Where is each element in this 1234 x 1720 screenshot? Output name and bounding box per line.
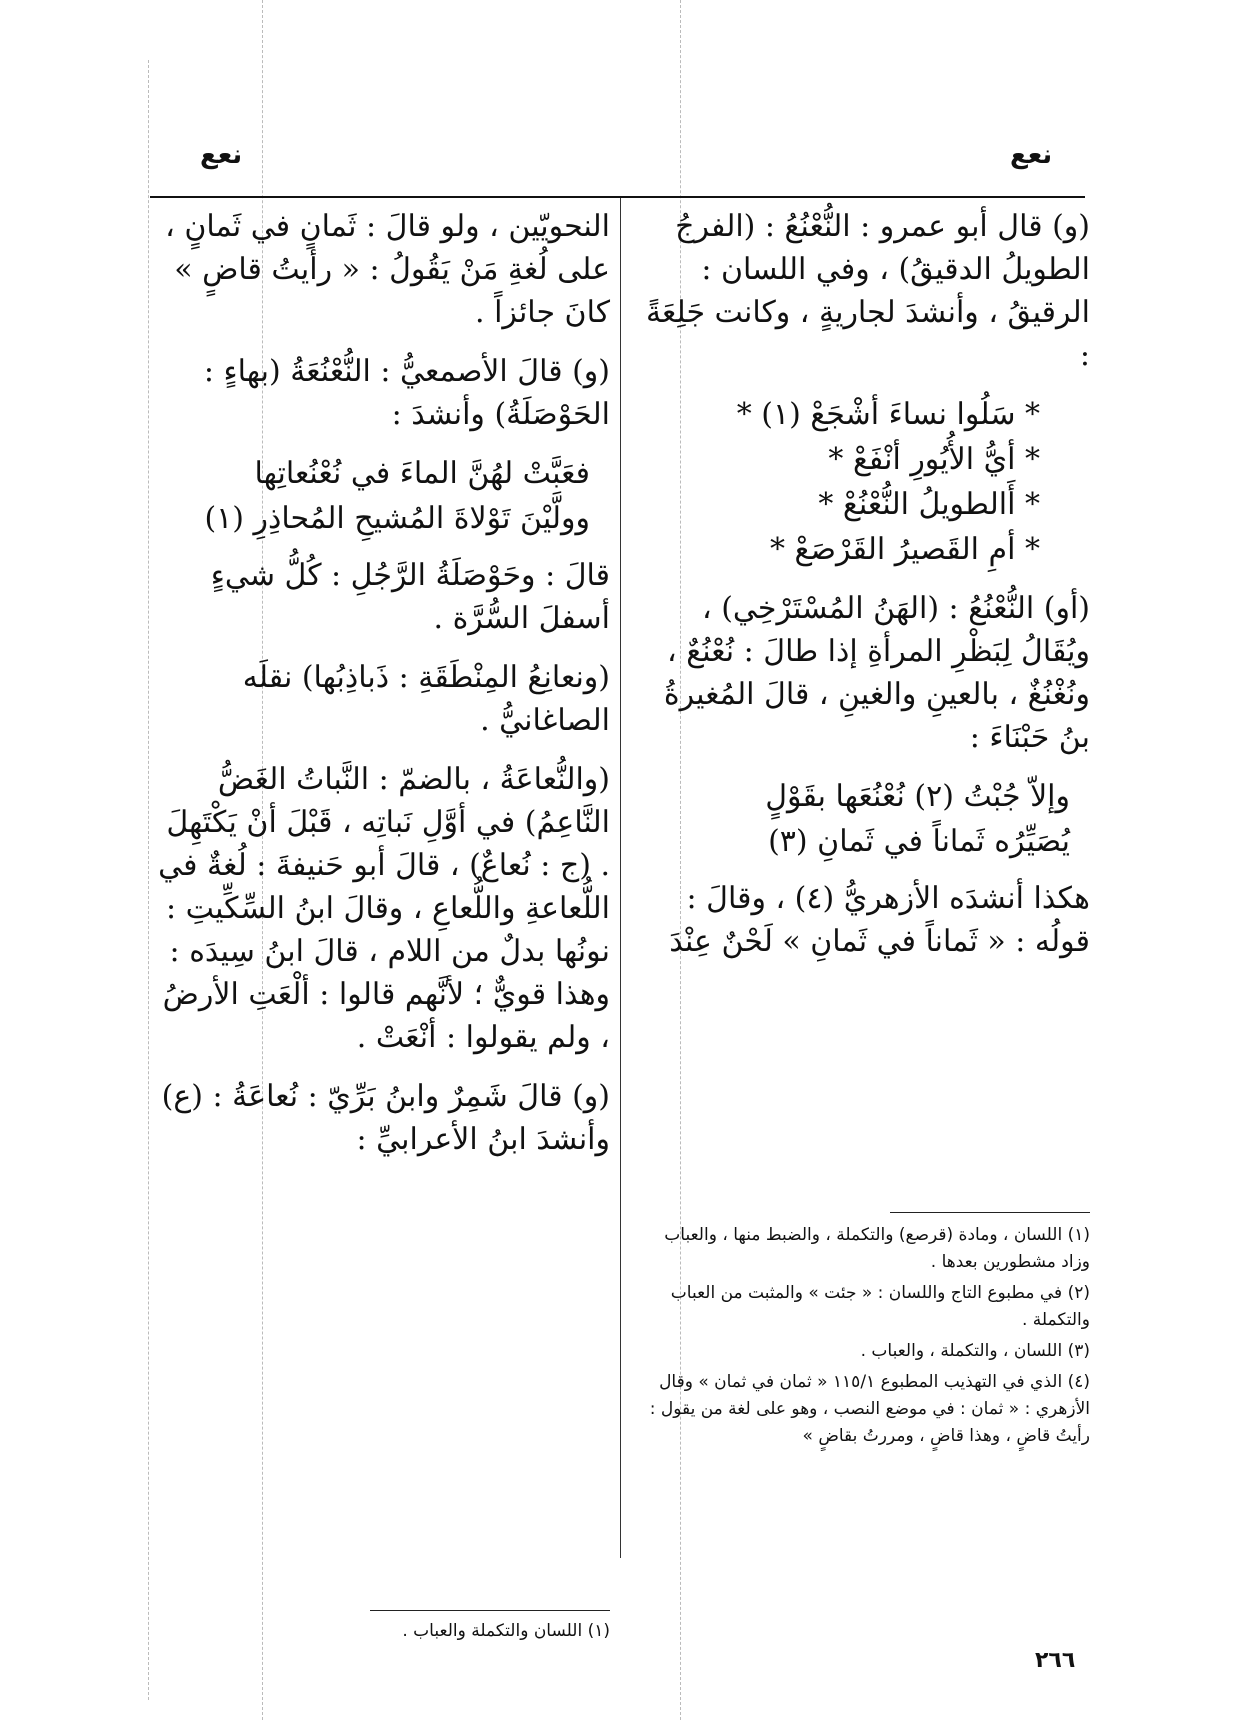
footnote: (٢) في مطبوع التاج واللسان : « جئت » والمثبت من العباب والتكملة . — [670, 1283, 1090, 1330]
entry-paragraph: (و) قالَ شَمِرٌ وابنُ بَرِّيّ : نُعاعَةُ : (ع) وأنشدَ ابنُ الأعرابيِّ : — [161, 1079, 610, 1157]
left-column — [150, 205, 610, 1177]
verse-block — [640, 393, 1090, 571]
footnote: (٣) اللسان ، والتكملة ، والعباب . — [860, 1341, 1090, 1361]
entry-paragraph: قالَ : وحَوْصَلَةُ الرَّجُلِ : كُلُّ شيءٍ أسفلَ السُّرَّة . — [210, 558, 610, 636]
footnotes-right — [640, 1222, 1090, 1454]
poem-couplet — [640, 775, 1090, 863]
poem-hemistich: وإلاّ جُبْتُ (٢) نُعْنُعَها بقَوْلٍ — [765, 779, 1070, 814]
verse-line: * سَلُوا نساءَ أشْجَعْ (١) * — [736, 397, 1040, 432]
poem-couplet — [150, 452, 610, 540]
verse-line: * أَالطويلُ النُّعْنُعْ * — [818, 487, 1040, 522]
verse-line: * أيُّ الأُيُورِ أنْفَعْ * — [828, 442, 1040, 477]
entry-paragraph: النحويّين ، ولو قالَ : ثَمانٍ في ثَمانٍ ، على لُغةِ مَنْ يَقُولُ : « رأيتُ قاضٍ » كانَ جائزاً . — [165, 209, 610, 330]
footnote: (١) اللسان ، ومادة (قرصع) والتكملة ، والضبط منها ، والعباب وزاد مشطورين بعدها . — [664, 1225, 1090, 1272]
footnote-rule — [370, 1610, 610, 1611]
running-header-right: نعع — [1010, 140, 1053, 170]
poem-hemistich: وولَّيْنَ تَوْلاةَ المُشيحِ المُحاذِرِ (١) — [204, 501, 590, 536]
column-divider — [620, 198, 621, 1558]
footnote: (٤) الذي في التهذيب المطبوع ١١٥/١ « ثمان في ثمان » وقال الأزهري : « ثمان : في موضع النصب ، وهو على لغة من يقول : رأيتُ قاضٍ ، وهذا قاضٍ ، ومررتُ بقاضٍ » — [649, 1372, 1090, 1446]
scan-fold-line — [148, 60, 149, 1700]
entry-paragraph: (أو) النُّعْنُعُ : (الهَنُ المُسْتَرْخِي) ، ويُقَالُ لِبَظْرِ المرأةِ إذا طالَ : نُعْنُعٌ ، ونُغْنُغٌ ، بالعينِ والغينِ ، قالَ المُغيرةُ بنُ حَبْنَاءَ : — [663, 591, 1090, 755]
entry-paragraph: (ونعانِعُ المِنْطَقَةِ : ذَباذِبُها) نقلَه الصاغانيُّ . — [242, 660, 610, 738]
footnote: (١) اللسان والتكملة والعباب . — [402, 1621, 610, 1641]
entry-paragraph: هكذا أنشدَه الأزهريُّ (٤) ، وقالَ : قولُه : « ثَماناً في ثَمانِ » لَحْنٌ عِنْدَ — [669, 881, 1090, 959]
poem-hemistich: يُصَيِّرُه ثَماناً في ثَمانِ (٣) — [768, 824, 1070, 859]
poem-hemistich: فعَبَّتْ لهُنَّ الماءَ في نُعْنُعاتِها — [254, 456, 590, 491]
page-number: ٢٦٦ — [1035, 1648, 1076, 1673]
entry-paragraph: (و) قال أبو عمرو : النُّعْنُعُ : (الفرجُ الطويلُ الدقيقُ) ، وفي اللسان : الرقيقُ ، وأنشدَ لجاريةٍ ، وكانت جَلِعَةً : — [645, 209, 1090, 373]
entry-paragraph: (و) قالَ الأصمعيُّ : النُّعْنُعَةُ (بهاءٍ : الحَوْصَلَةُ) وأنشدَ : — [203, 354, 610, 432]
header-rule — [150, 196, 1085, 198]
verse-line: * أمِ القَصيرُ القَرْصَعْ * — [770, 532, 1040, 567]
running-header-left: نعع — [200, 140, 243, 170]
footnotes-left — [370, 1618, 610, 1649]
footnote-rule — [890, 1212, 1090, 1213]
entry-paragraph: (والنُّعاعَةُ ، بالضمّ : النَّباتُ الغَضُّ النَّاعِمُ) في أوَّلِ نَباتِه ، قَبْلَ أنْ يَكْتَهِلَ . (ج : نُعاعٌ) ، قالَ أبو حَنيفةَ : لُغةٌ في اللُّعاعةِ واللُّعاعِ ، وقالَ ابنُ السِّكِّيتِ : نونُها بدلٌ من اللام ، قالَ ابنُ سِيدَه : وهذا قويٌّ ؛ لأنَّهم قالوا : ألْعَتِ الأرضُ ، ولم يقولوا : أنْعَتْ . — [158, 762, 610, 1055]
right-column — [640, 205, 1090, 979]
